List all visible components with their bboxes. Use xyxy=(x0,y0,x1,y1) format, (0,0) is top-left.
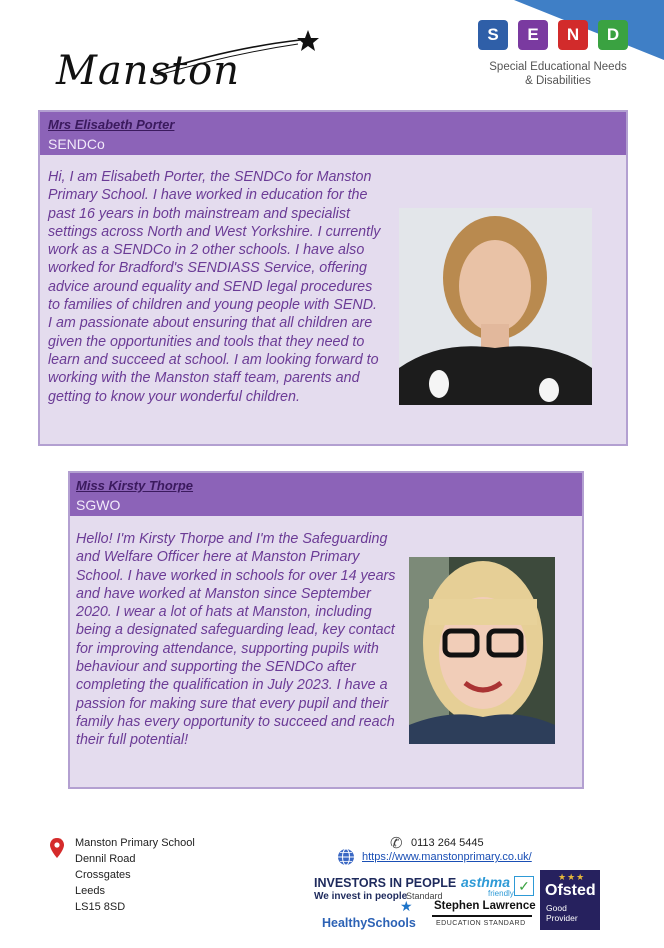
healthy-star-icon: ★ xyxy=(400,898,413,914)
ofsted-rating-line1: Good xyxy=(546,903,567,913)
checkmark-icon: ✓ xyxy=(514,876,534,896)
investors-in-people-logo: INVESTORS IN PEOPLE xyxy=(314,876,457,890)
stephen-lawrence-subtitle: EDUCATION STANDARD xyxy=(436,920,526,927)
healthy-schools-logo: HealthySchools xyxy=(322,916,416,930)
stephen-lawrence-underline xyxy=(432,915,532,917)
profile-card-porter xyxy=(38,110,628,446)
logo-text: Manston xyxy=(56,48,241,94)
profile-bio: Hi, I am Elisabeth Porter, the SENDCo for Manston Primary School. I have worked in education for the past 16 years in both mainstream and specialist settings across North and West Yorkshire. I currently work as a SENDCo in 2 other schools. I have also worked for Bradford's SENDIASS Service, offering advice around equality and SEND legal procedures to families of children and young people with SEND. I am passionate about ensuring that all children are given the opportunities and tools that they need to learn and succeed at school. I am looking forward to working with the Manston staff team, parents and getting to know your wonderful children. xyxy=(48,169,381,405)
website-link[interactable]: https://www.manstonprimary.co.uk/ xyxy=(362,851,532,863)
address-line: Leeds xyxy=(75,885,105,897)
profile-role: SENDCo xyxy=(48,136,105,152)
ofsted-rating xyxy=(546,903,578,923)
address-line: Crossgates xyxy=(75,869,131,881)
profile-card-thorpe xyxy=(68,471,584,789)
phone-number[interactable]: 0113 264 5445 xyxy=(411,837,484,849)
ofsted-logo xyxy=(540,870,600,930)
phone-icon: ✆ xyxy=(390,835,403,852)
send-tile-d: D xyxy=(598,20,628,50)
send-logo xyxy=(476,20,636,54)
address-line: LS15 8SD xyxy=(75,901,126,913)
accreditation-badges xyxy=(314,874,536,934)
profile-role: SGWO xyxy=(76,497,121,513)
iip-standard: Standard xyxy=(406,891,443,901)
ofsted-title: Ofsted xyxy=(545,882,596,899)
send-tile-e: E xyxy=(518,20,548,50)
ofsted-stars-icon: ★★★ xyxy=(558,872,586,882)
send-caption xyxy=(476,60,640,88)
shooting-star-icon xyxy=(150,28,320,78)
globe-icon xyxy=(337,848,355,866)
send-caption-line2: & Disabilities xyxy=(525,75,591,87)
profile-photo-porter xyxy=(399,208,592,405)
send-tile-n: N xyxy=(558,20,588,50)
profile-name: Miss Kirsty Thorpe xyxy=(76,478,194,493)
address-line: Dennil Road xyxy=(75,853,136,865)
location-pin-icon xyxy=(50,838,64,858)
profile-header xyxy=(40,112,626,155)
school-address xyxy=(75,835,195,915)
profile-photo-thorpe xyxy=(409,557,555,744)
stephen-lawrence-logo: Stephen Lawrence xyxy=(434,900,536,912)
send-caption-line1: Special Educational Needs xyxy=(489,61,627,73)
iip-subtitle: We invest in people xyxy=(314,891,408,902)
send-tile-s: S xyxy=(478,20,508,50)
asthma-friendly-logo: asthma xyxy=(461,874,511,890)
profile-name: Mrs Elisabeth Porter xyxy=(48,117,175,132)
profile-bio: Hello! I'm Kirsty Thorpe and I'm the Safeguarding and Welfare Officer here at Manston Primary School. I have worked in schools for over 14 years and have worked at Manston since September 2020. I wear a lot of hats at Manston, including being a designated safeguarding lead, key contact for improving attendance, supporting pupils with behaviour and supporting the SENDCo after completing the qualification in July 2023. I have a passion for making sure that every pupil and their family has every opportunity to succeed and reach their full potential! xyxy=(76,531,396,749)
address-line: Manston Primary School xyxy=(75,837,195,849)
asthma-subtitle: friendly xyxy=(488,889,514,898)
ofsted-rating-line2: Provider xyxy=(546,913,578,923)
profile-header xyxy=(70,473,582,516)
